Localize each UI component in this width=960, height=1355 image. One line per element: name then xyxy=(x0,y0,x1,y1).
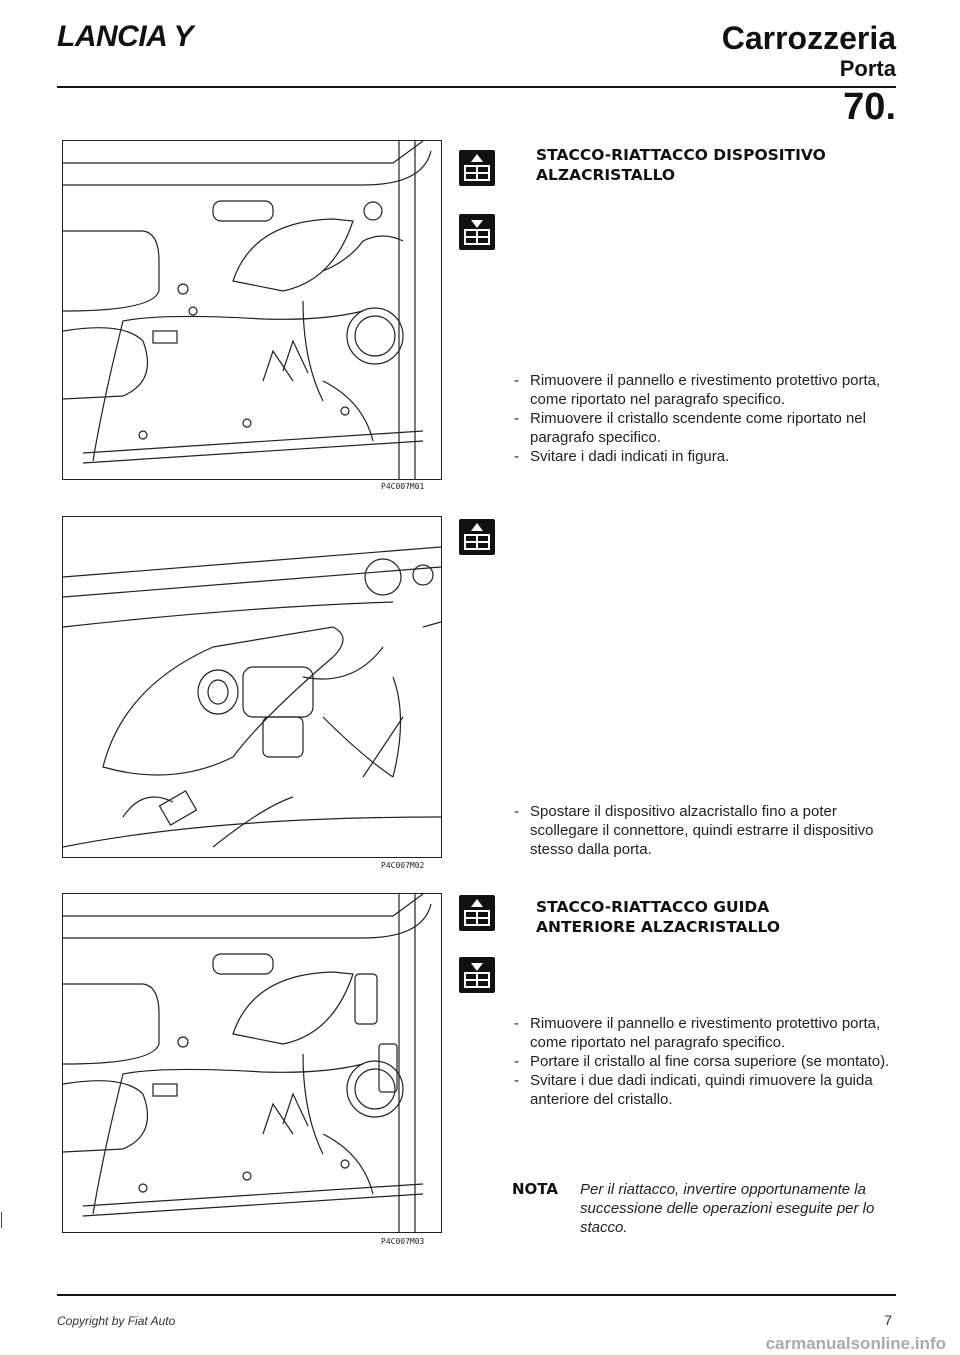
brand-title: LANCIA Y xyxy=(57,20,194,53)
figure-door-panel-1 xyxy=(62,140,442,480)
section3-heading xyxy=(536,897,780,937)
remove-icon xyxy=(459,150,495,186)
footer-rule xyxy=(57,1294,896,1296)
footer-copyright: Copyright by Fiat Auto xyxy=(57,1314,176,1328)
refit-icon xyxy=(459,214,495,250)
figure-code-1: P4C007M01 xyxy=(381,482,425,491)
list-item: - Rimuovere il pannello e rivestimento protettivo porta, come riportato nel paragrafo specifico. xyxy=(512,1014,896,1052)
section1-heading xyxy=(536,145,826,185)
page-number: 70. xyxy=(843,86,896,128)
watermark: carmanualsonline.info xyxy=(765,1334,946,1353)
section3-heading-line1: STACCO-RIATTACCO GUIDA xyxy=(536,898,770,916)
section3-heading-line2: ANTERIORE ALZACRISTALLO xyxy=(536,918,781,936)
figure-code-2: P4C007M02 xyxy=(381,861,425,870)
footer-page-number: 7 xyxy=(884,1312,892,1328)
figure-code-3: P4C007M03 xyxy=(381,1237,425,1246)
note-label: NOTA xyxy=(512,1180,558,1198)
list-item: - Spostare il dispositivo alzacristallo fino a poter scollegare il connettore, quindi estrarre il dispositivo stesso dalla porta. xyxy=(512,802,896,859)
section1-steps xyxy=(512,371,896,466)
refit-icon xyxy=(459,957,495,993)
subsection-title: Porta xyxy=(839,56,896,81)
list-item: - Svitare i due dadi indicati, quindi rimuovere la guida anteriore del cristallo. xyxy=(512,1071,896,1109)
section3-steps xyxy=(512,1014,896,1109)
figure-window-regulator xyxy=(62,516,442,858)
list-item: - Portare il cristallo al fine corsa superiore (se montato). xyxy=(512,1052,896,1071)
header-rule xyxy=(57,86,896,88)
list-item: - Rimuovere il pannello e rivestimento protettivo porta, come riportato nel paragrafo specifico. xyxy=(512,371,896,409)
section2-steps xyxy=(512,802,896,859)
list-item: - Svitare i dadi indicati in figura. xyxy=(512,447,896,466)
margin-mark xyxy=(1,1212,2,1228)
section-title: Carrozzeria xyxy=(721,20,896,56)
section1-heading-line1: STACCO-RIATTACCO DISPOSITIVO xyxy=(536,146,826,164)
list-item: - Rimuovere il cristallo scendente come riportato nel paragrafo specifico. xyxy=(512,409,896,447)
figure-door-panel-2 xyxy=(62,893,442,1233)
note-text: Per il riattacco, invertire opportunamente la successione delle operazioni eseguite per lo stacco. xyxy=(580,1181,875,1236)
section1-heading-line2: ALZACRISTALLO xyxy=(536,166,676,184)
remove-icon xyxy=(459,519,495,555)
remove-icon xyxy=(459,895,495,931)
